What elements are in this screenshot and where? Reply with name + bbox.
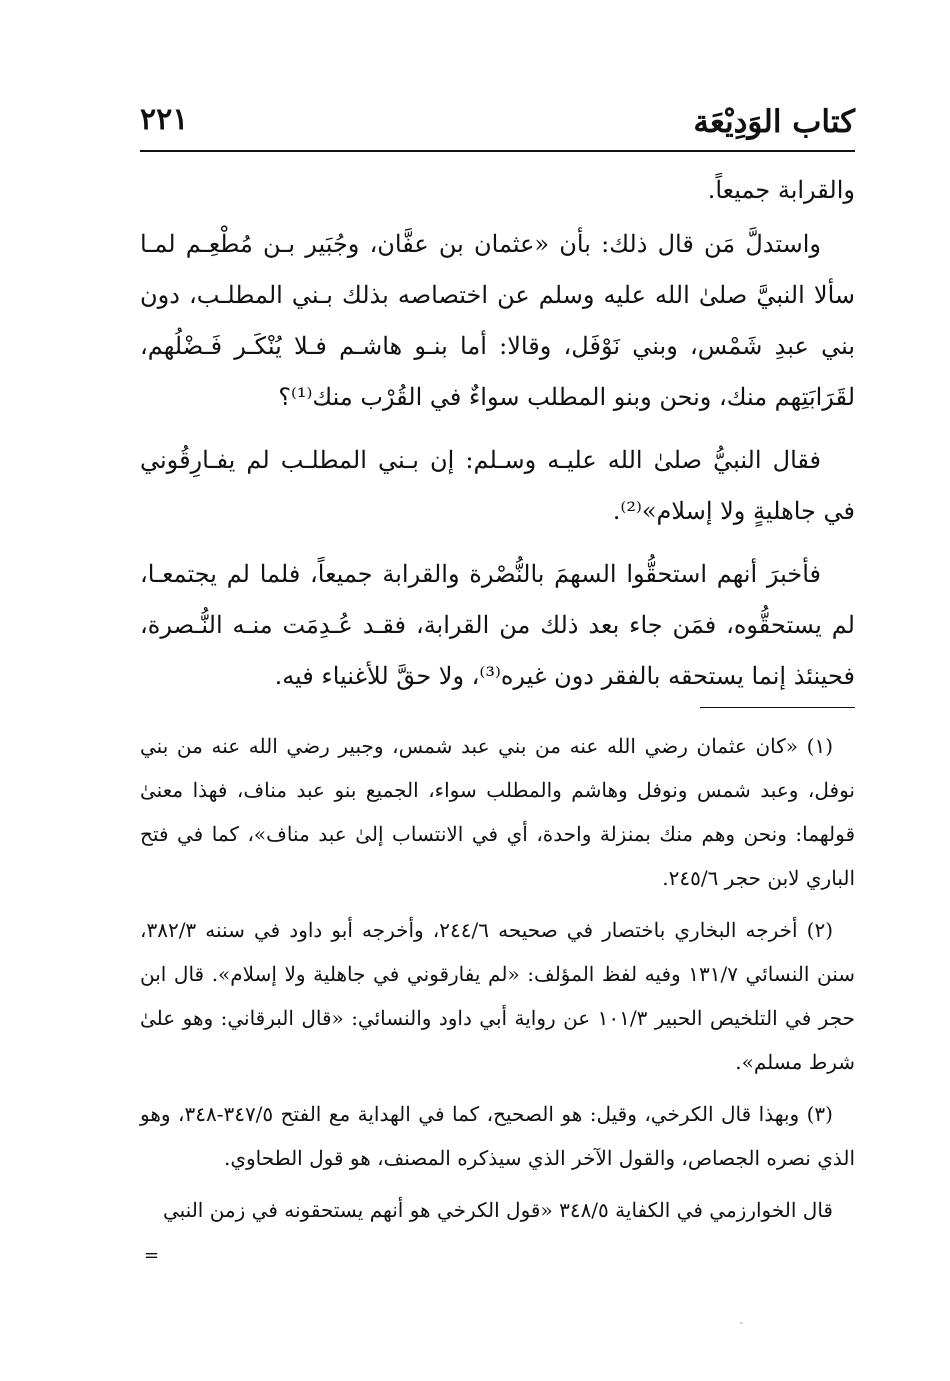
page-number: ٢٢١ xyxy=(140,102,189,137)
book-title: كتاب الوَدِيْعَة xyxy=(693,104,855,140)
running-header xyxy=(140,92,855,152)
footnote: (٢) أخرجه البخاري باختصار في صحيحه ٢٤٤/٦، وأخرجه أبو داود في سننه ٣٨٢/٣، سنن النسائي ١٣١/٧ وفيه لفظ المؤلف: «لم يفارقوني في جاهلية ولا إسلام». قال ابن حجر في التلخيص الحبير ١٠١/٣ عن رواية أبي داود والنسائي: «قال البرقاني: وهو علىٰ شرط مسلم». xyxy=(140,918,855,1074)
footnotes xyxy=(140,724,855,1240)
main-text xyxy=(140,165,855,714)
footnote: (١) «كان عثمان رضي الله عنه من بني عبد شمس، وجبير رضي الله عنه من بني نوفل، وعبد شمس ونوفل وهاشم والمطلب سواء، الجميع بنو عبد مناف، فهذا معنىٰ قولهما: ونحن وهم منك بمنزلة واحدة، أي في الانتساب إلىٰ عبد مناف»، كما في فتح الباري لابن حجر ٢٤٥/٦. xyxy=(140,734,855,890)
paragraph: فأخبرَ أنهم استحقُّوا السهمَ بالنُّصْرة والقرابة جميعاً، فلما لم يجتمعـا، لم يستحقُّوه، فمَن جاء بعد ذلك من القرابة، فقـد عُـدِمَت منـه النُّـصرة، فحينئذ إنما يستحقه بالفقر دون غيره⁽³⁾، ولا حقَّ للأغنياء فيه. xyxy=(140,560,855,690)
paragraph: فقال النبيُّ صلىٰ الله عليـه وسـلم: إن بـني المطلـب لم يفـارِقُوني في جاهليةٍ ولا إسلام»⁽²⁾. xyxy=(140,446,855,525)
continuation-mark: = xyxy=(144,1245,160,1266)
paragraph: والقرابة جميعاً. xyxy=(707,176,855,204)
footnote: (٣) وبهذا قال الكرخي، وقيل: هو الصحيح، كما في الهداية مع الفتح ٣٤٧/٥-٣٤٨، وهو الذي نصره الجصاص، والقول الآخر الذي سيذكره المصنف، هو قول الطحاوي. xyxy=(140,1102,855,1170)
scan-speck xyxy=(740,1322,743,1324)
footnote: قال الخوارزمي في الكفاية ٣٤٨/٥ «قول الكرخي هو أنهم يستحقونه في زمن النبي xyxy=(162,1198,833,1222)
header-rule xyxy=(140,150,855,152)
footnote-separator xyxy=(700,707,855,708)
paragraph: واستدلَّ مَن قال ذلك: بأن «عثمان بن عفَّان، وجُبَير بـن مُطْعِـم لمـا سألا النبيَّ صلىٰ الله عليه وسلم عن اختصاصه بذلك بـني المطلـب، دون بني عبدِ شَمْس، وبني نَوْفَل، وقالا: أما بنـو هاشـم فـلا يُنْكَـر فَـضْلُهم، لقَرَابَتِهم منك، ونحن وبنو المطلب سواءٌ في القُرْب منك⁽¹⁾؟ xyxy=(140,230,855,411)
